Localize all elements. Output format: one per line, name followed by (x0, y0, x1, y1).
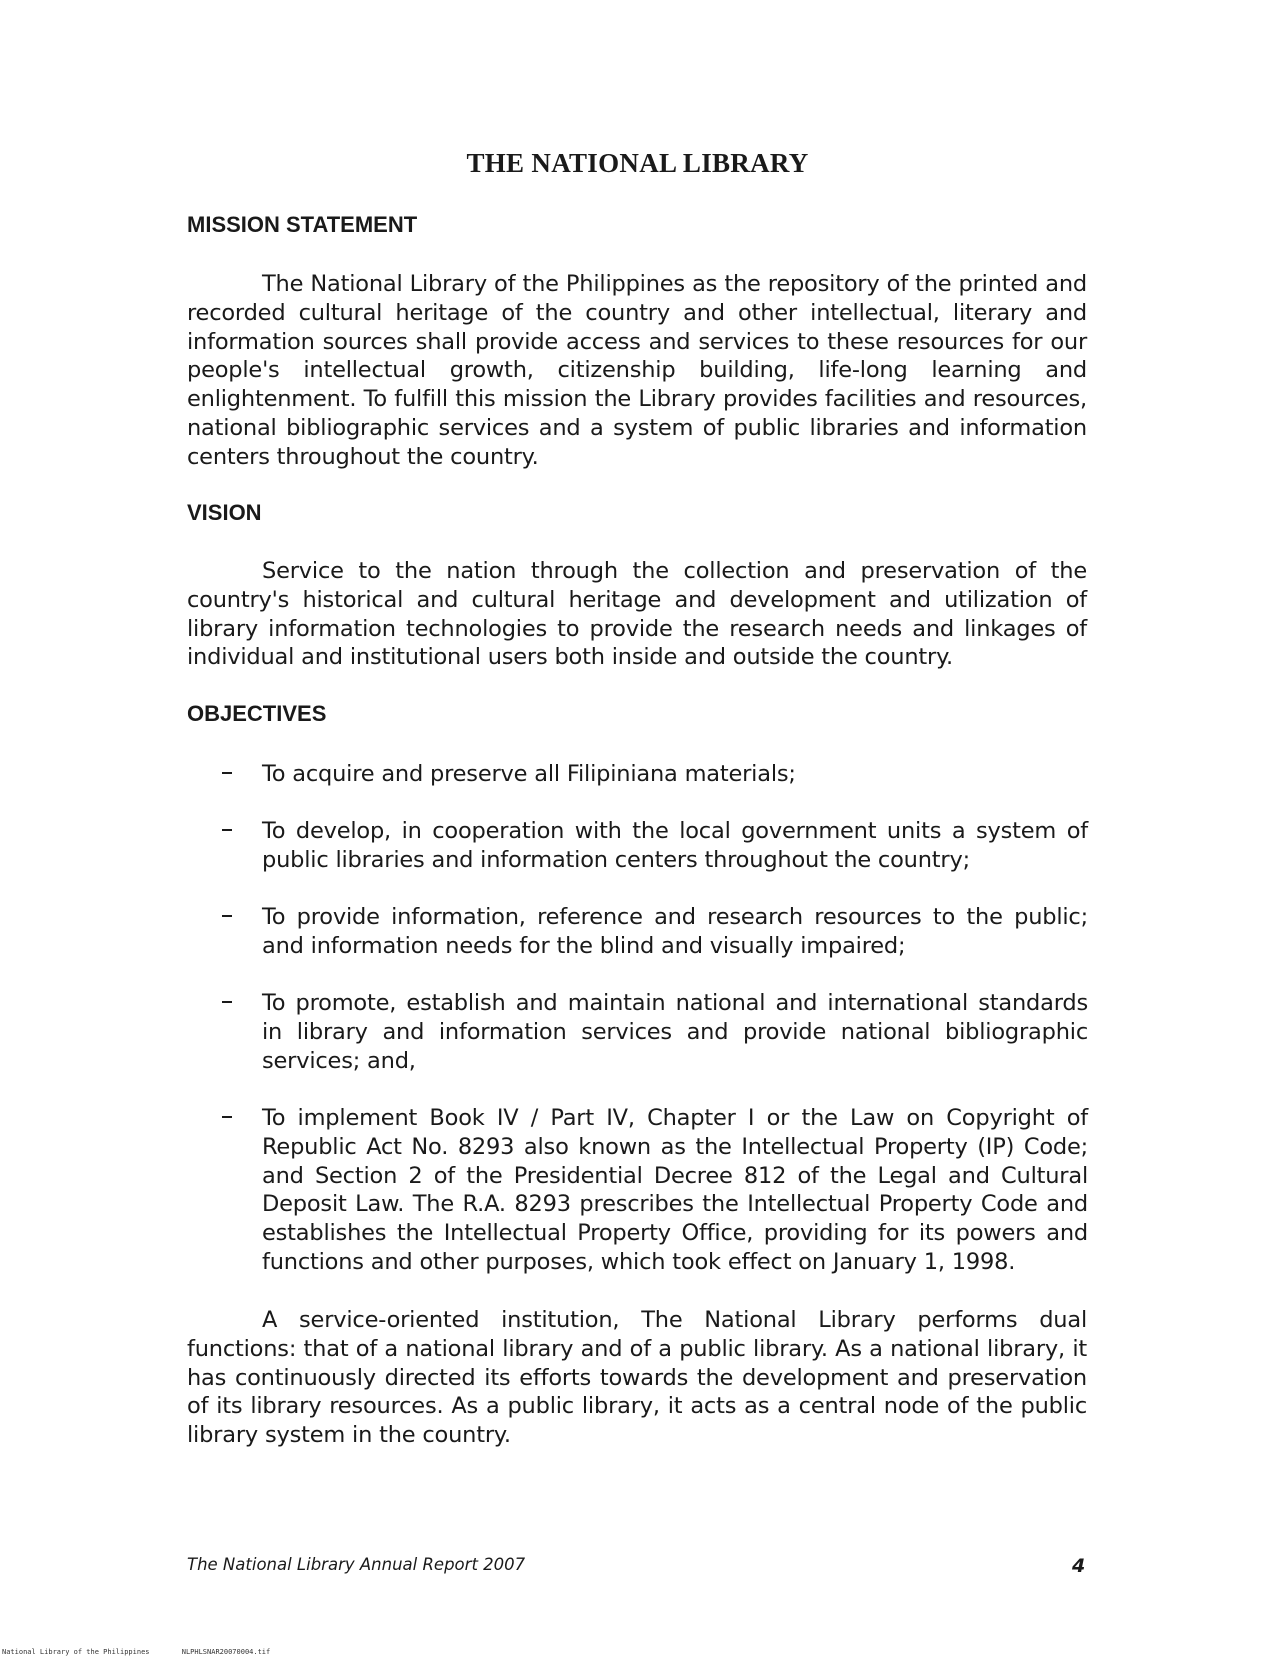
objective-text: To develop, in cooperation with the local government units a system of public libraries and information centers throughout the country; (262, 818, 1088, 873)
mission-heading: MISSION STATEMENT (187, 212, 418, 237)
dash-bullet-icon (222, 915, 232, 917)
mission-paragraph: The National Library of the Philippines as the repository of the printed and recorded cultural heritage of the country and other intellectual, literary and information sources shall provide access and services to these resources for our people's intellectual growth, citizenship building, life-long learning and enlightenment. To fulfill this mission the Library provides facilities and resources, national bibliographic services and a system of public libraries and information centers throughout the country. (187, 271, 1087, 470)
dash-bullet-icon (222, 772, 232, 774)
scan-file: NLPHLSNAR20070004.tif (181, 1648, 271, 1656)
dash-bullet-icon (222, 1116, 232, 1118)
page-number: 4 (1072, 1555, 1086, 1577)
vision-paragraph: Service to the nation through the collection and preservation of the country's historical and cultural heritage and development and utilization of library information technologies to provide the research needs and linkages of individual and institutional users both inside and outside the country. (187, 558, 1087, 671)
objective-text: To promote, establish and maintain national and international standards in library and information services and provide national bibliographic services; and, (262, 990, 1088, 1074)
objective-text: To acquire and preserve all Filipiniana materials; (262, 761, 796, 787)
page-title: THE NATIONAL LIBRARY (466, 148, 809, 178)
objectives-heading: OBJECTIVES (187, 701, 327, 726)
closing-paragraph: A service-oriented institution, The National Library performs dual functions: that of a national library and of a public library. As a national library, it has continuously directed its efforts towards the development and preservation of its library resources. As a public library, it acts as a central node of the public library system in the country. (187, 1307, 1087, 1449)
objective-text: To implement Book IV / Part IV, Chapter I or the Law on Copyright of Republic Act No. 8293 also known as the Intellectual Property (IP) Code; and Section 2 of the Presidential Decree 812 of the Legal and Cultural Deposit Law. The R.A. 8293 prescribes the Intellectual Property Code and establishes the Intellectual Property Office, providing for its powers and functions and other purposes, which took effect on January 1, 1998. (262, 1105, 1088, 1275)
vision-heading: VISION (187, 500, 262, 525)
scan-caption (2, 1648, 298, 1656)
scan-source: National Library of the Philippines (2, 1648, 150, 1656)
footer-report-title: The National Library Annual Report 2007 (187, 1555, 526, 1574)
objective-text: To provide information, reference and research resources to the public; and information needs for the blind and visually impaired; (262, 904, 1088, 959)
dash-bullet-icon (222, 1001, 232, 1003)
dash-bullet-icon (222, 829, 232, 831)
